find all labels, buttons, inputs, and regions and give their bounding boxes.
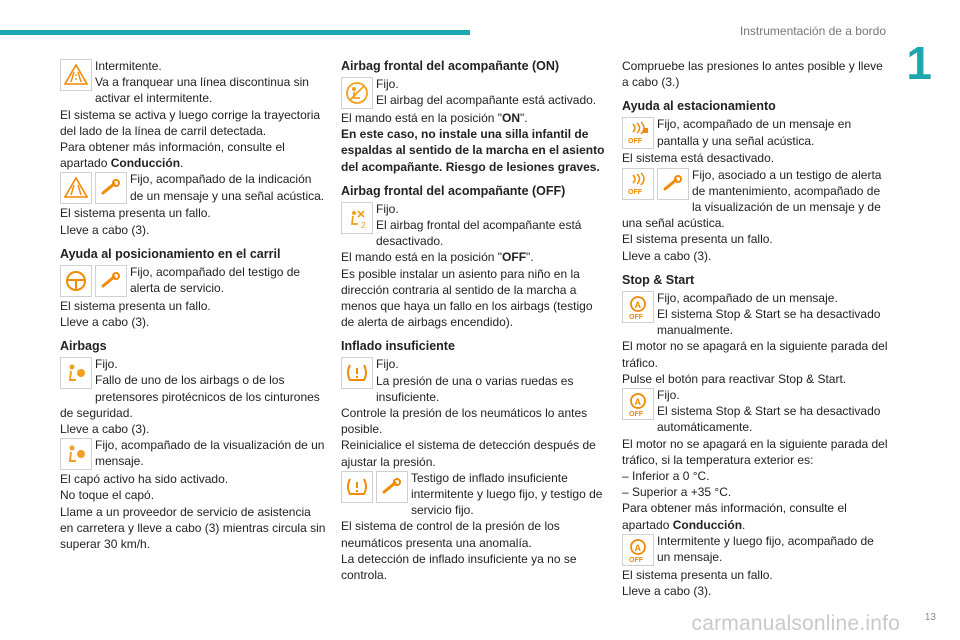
stop-start-off-icon bbox=[622, 291, 654, 323]
stop-start-off-icon bbox=[622, 388, 654, 420]
airbag-off-heading: Airbag frontal del acompañante (OFF) bbox=[341, 183, 566, 198]
column-2 bbox=[341, 58, 607, 583]
service-wrench-icon bbox=[376, 471, 408, 503]
watermark: carmanualsonline.info bbox=[691, 612, 900, 635]
tyre-pressure-entry: Fijo. La presión de una o varias ruedas es insuficiente. Controle la presión de los neumáticos lo antes posible. Reinicialice el sistema de detección después de ajustar la presión. bbox=[341, 357, 596, 469]
parking-assist-fault-entry: OFF Fijo, asociado a un testigo de alerta de mantenimiento, acompañado de la visualización de un mensaje y de una señal acústica. El sistema presenta un fallo. Lleve a cabo (3). bbox=[622, 167, 882, 263]
svg-text:A: A bbox=[634, 542, 641, 553]
svg-text:A: A bbox=[634, 397, 641, 408]
column-3: Compruebe las presiones lo antes posible y lleve a cabo (3.) Ayuda al estacionamiento OFF Fijo, acompañado de un mensaje en pantalla y una señal acústica. El sistema está desactivado. OFF Fijo, asociado a un testigo de alerta de mantenimiento, acompañado de la visualización de un mensaje y de una señal acústica. El sistema presenta un fallo. Lleve a cabo (3). Stop & Start A OFF Fijo, acompañado de un mensaje. El sistema Stop & Start se ha desactivado manualmente. El motor no se apagará en la siguiente parada del tráfico. Pulse el botón para reactivar Stop & Start. A OFF Fijo. El sistema Stop & Start se ha desactivado automáticamente. El motor no se apagará en la siguiente parada del tráfico, si la temperatura exterior es: – Inferior a 0 °C. – Superior a +35 °C. Para obtener más información, consulte el apartado Conducción. A OFF Intermitente y luego fijo, acompañado de un mensaje. El sistema presenta un fallo. Lleve a cabo (3). bbox=[622, 59, 888, 599]
airbags-heading: Airbags bbox=[60, 339, 107, 354]
lane-departure-flashing-entry: Intermitente. Va a franquear una línea discontinua sin activar el intermitente. El sistema se activa y luego corrige la trayectoria del lado de la línea de carril detectada. Para obtener más información, consulte el apartado Conducción. bbox=[60, 59, 321, 171]
lane-departure-warning-icon bbox=[60, 172, 92, 204]
parking-sensor-off-icon bbox=[622, 168, 654, 200]
airbag-on-entry: Fijo. El airbag del acompañante está activado. El mando está en la posición "ON". En este caso, no instale una silla infantil de espaldas al sentido de la marcha en el asiento del acompañante. Riesgo de lesiones graves. bbox=[341, 77, 605, 174]
lane-keeping-heading: Ayuda al posicionamiento en el carril bbox=[60, 246, 281, 261]
airbag-off-entry: 2 Fijo. El airbag frontal del acompañante está desactivado. El mando está en la posición "OFF". Es posible instalar un asiento para niño en la dirección contraria al sentido de la marcha a menos que haya un fallo en los airbags (testigo de alerta de airbags encendido). bbox=[341, 201, 593, 330]
tyre-pressure-icon bbox=[341, 471, 373, 503]
section-title: Instrumentación de a bordo bbox=[739, 24, 886, 38]
parking-assist-heading: Ayuda al estacionamiento bbox=[622, 99, 776, 114]
svg-text:OFF: OFF bbox=[628, 188, 642, 196]
steering-wheel-icon bbox=[60, 265, 92, 297]
svg-text:A: A bbox=[634, 299, 641, 310]
svg-text:2: 2 bbox=[361, 220, 366, 230]
airbags-fault-entry: Fijo. Fallo de uno de los airbags o de los pretensores pirotécnicos de los cinturones de seguridad. Lleve a cabo (3). bbox=[60, 357, 320, 437]
airbag-on-heading: Airbag frontal del acompañante (ON) bbox=[341, 59, 560, 73]
tyre-pressure-icon bbox=[341, 357, 373, 389]
stop-start-auto-entry: A OFF Fijo. El sistema Stop & Start se ha desactivado automáticamente. El motor no se apagará en la siguiente parada del tráfico, si la temperatura exterior es: – Inferior a 0 °C. – Superior a +35 °C. Para obtener más información, consulte el apartado Conducción. bbox=[622, 388, 888, 532]
lane-departure-fault-entry: Fijo, acompañado de la indicación de un mensaje y una señal acústica. El sistema presenta un fallo. Lleve a cabo (3). bbox=[60, 172, 325, 237]
service-wrench-icon bbox=[657, 168, 689, 200]
passenger-airbag-on-icon bbox=[341, 77, 373, 109]
page-number: 13 bbox=[924, 612, 936, 623]
tyre-pressure-heading: Inflado insuficiente bbox=[341, 339, 455, 354]
service-wrench-icon bbox=[95, 172, 127, 204]
svg-text:OFF: OFF bbox=[629, 556, 643, 563]
parking-sensor-off-icon bbox=[622, 117, 654, 149]
lane-departure-warning-icon bbox=[60, 59, 92, 91]
chapter-number: 1 bbox=[906, 37, 932, 89]
stop-start-off-icon bbox=[622, 534, 654, 566]
column-1 bbox=[60, 58, 326, 552]
tyre-pressure-fault-entry: Testigo de inflado insuficiente intermitente y luego fijo, y testigo de servicio fijo. El sistema de control de la presión de los neumáticos presenta una anomalía. La detección de inflado insuficiente ya no se controla. bbox=[341, 470, 603, 583]
lane-keeping-entry: Fijo, acompañado del testigo de alerta de servicio. El sistema presenta un fallo. Lleve a cabo (3). bbox=[60, 264, 301, 330]
active-bonnet-entry: Fijo, acompañado de la visualización de un mensaje. El capó activo ha sido activado. No toque el capó. Llame a un proveedor de servicio de asistencia en carretera y lleve a cabo (3) mientras circula sin superar 30 km/h. bbox=[60, 438, 326, 552]
passenger-airbag-off-icon bbox=[341, 202, 373, 234]
parking-assist-off-entry: OFF Fijo, acompañado de un mensaje en pantalla y una señal acústica. El sistema está desactivado. bbox=[622, 117, 852, 166]
stop-start-fault-entry: A OFF Intermitente y luego fijo, acompañado de un mensaje. El sistema presenta un fallo. Lleve a cabo (3). bbox=[622, 533, 874, 599]
airbag-warning-icon bbox=[60, 357, 92, 389]
airbag-warning-icon bbox=[60, 438, 92, 470]
stop-start-manual-entry: A OFF Fijo, acompañado de un mensaje. El sistema Stop & Start se ha desactivado manualmente. El motor no se apagará en la siguiente parada del tráfico. Pulse el botón para reactivar Stop & Start. bbox=[622, 290, 888, 386]
service-wrench-icon bbox=[95, 265, 127, 297]
stop-start-heading: Stop & Start bbox=[622, 272, 695, 287]
svg-text:OFF: OFF bbox=[629, 313, 643, 320]
header-accent-bar bbox=[0, 30, 470, 35]
svg-text:OFF: OFF bbox=[628, 138, 642, 146]
svg-text:OFF: OFF bbox=[629, 411, 643, 418]
